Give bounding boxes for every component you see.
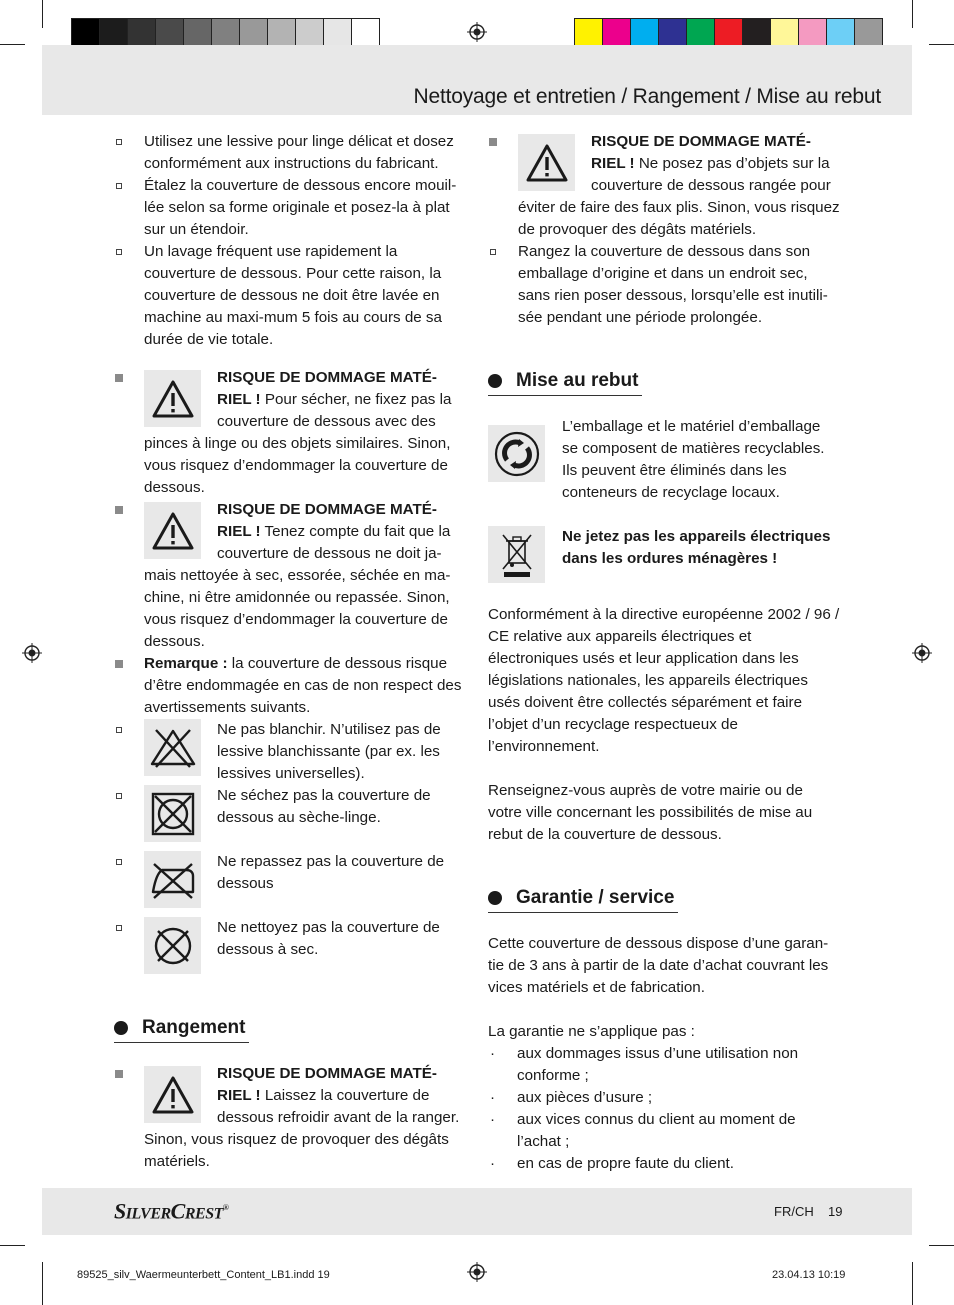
bullet-dot-icon [114,1021,128,1035]
silvercrest-logo: SILVERCREST® [114,1198,229,1224]
color-swatch [771,19,799,47]
warning-triangle-icon [518,134,575,191]
page-title: Nettoyage et entretien / Rangement / Mise au rebut [413,85,881,108]
color-swatch [212,19,240,47]
care-symbol-item: Ne repassez pas la couverture de dessous [114,851,466,917]
registration-mark-icon [912,643,932,663]
square-bullet-icon [115,660,123,668]
no-dry-clean-icon [144,917,201,974]
mairie-paragraph: Renseignez-vous auprès de votre mairie ou de votre ville concernant les possibilités de mise au rebut de la couverture de dessous. [488,782,813,843]
warning-triangle-icon [144,370,201,427]
color-swatch [352,19,379,47]
color-swatch [799,19,827,47]
page-number: 19 [828,1204,843,1219]
square-bullet-icon [115,374,123,382]
registration-mark-icon [467,22,487,42]
no-bleach-icon [144,719,201,776]
bullet-dot-icon [488,891,502,905]
warning-triangle-icon [144,1066,201,1123]
color-swatch [743,19,771,47]
grayscale-color-bar [71,18,380,48]
checkbox-bullet-icon [116,793,122,799]
crop-mark [0,1245,25,1246]
weee-block: Ne jetez pas les appareils électriques dans les ordures ménagères ! [488,526,840,583]
process-color-bar [574,18,883,48]
green-dot-recycle-icon [488,425,545,482]
list-item: Un lavage fréquent use rapidement la couverture de dessous. Pour cette raison, la couverture de dessous ne doit être lavée en machine au maxi-mum 5 fois au cours de sa durée de vie totale. [114,241,466,351]
list-item: Étalez la couverture de dessous encore mouil-lée selon sa forme originale et posez-la à plat sur un étendoir. [114,175,466,241]
language-label: FR/CH [774,1204,814,1219]
color-swatch [240,19,268,47]
square-bullet-icon [115,1070,123,1078]
crop-mark [912,1262,913,1305]
list-item: · en cas de propre faute du client. [490,1155,734,1172]
slug-filename: 89525_silv_Waermeunterbett_Content_LB1.indd 19 [77,1269,330,1281]
color-swatch [631,19,659,47]
warning-item: RISQUE DE DOMMAGE MATÉ-RIEL ! Laissez la couverture de dessous refroidir avant de la ranger. Sinon, vous risquez de provoquer des dégâts matériels. [114,1063,466,1173]
square-bullet-icon [115,506,123,514]
warning-item: RISQUE DE DOMMAGE MATÉ-RIEL ! Tenez compte du fait que la couverture de dessous ne doit ja-mais nettoyée à sec, essorée, séchée en ma-chine, ni être amidonnée ou repassée. Sinon, vous risquez d’endommager la couverture de dessous. [114,499,466,653]
color-swatch [100,19,128,47]
crop-mark [0,44,25,45]
color-swatch [603,19,631,47]
checkbox-bullet-icon [116,139,122,145]
no-iron-icon [144,851,201,908]
checkbox-bullet-icon [116,859,122,865]
slug-date: 23.04.13 10:19 [772,1269,846,1281]
garantie-paragraph: Cette couverture de dessous dispose d’une garan-tie de 3 ans à partir de la date d’achat couvrant les vices matériels et de fabrication. [488,935,829,996]
color-swatch [575,19,603,47]
crop-mark [929,1245,954,1246]
no-tumble-dry-icon [144,785,201,842]
list-item: · aux vices connus du client au moment de l’achat ; [490,1111,796,1150]
crop-mark [912,0,913,28]
color-swatch [72,19,100,47]
directive-paragraph: Conformément à la directive européenne 2002 / 96 / CE relative aux appareils électriques et électroniques usés et leur application dans les législations nationales, les appareils électriques usés doivent être collectés séparément et faire l’objet d’un recyclage respectueux de l’environnement. [488,606,840,755]
color-swatch [827,19,855,47]
care-symbol-item: Ne nettoyez pas la couverture de dessous à sec. [114,917,466,976]
crop-mark [42,0,43,28]
color-swatch [268,19,296,47]
section-heading-rangement: Rangement [114,1016,466,1043]
color-swatch [184,19,212,47]
color-swatch [687,19,715,47]
list-item: · aux dommages issus d’une utilisation non conforme ; [490,1045,799,1084]
list-item: · aux pièces d’usure ; [490,1089,653,1106]
checkbox-bullet-icon [490,249,496,255]
care-symbol-item: Ne séchez pas la couverture de dessous au sèche-linge. [114,785,466,851]
warning-item: RISQUE DE DOMMAGE MATÉ-RIEL ! Pour sécher, ne fixez pas la couverture de dessous avec des pinces à linge ou des objets similaires. Sinon, vous risquez d’endommager la couverture de dessous. [114,367,466,499]
checkbox-bullet-icon [116,249,122,255]
color-swatch [855,19,882,47]
right-column [488,131,840,1175]
registration-mark-icon [467,1262,487,1282]
note-item: Remarque : la couverture de dessous risque d’être endommagée en cas de non respect des avertissements suivants. [114,653,466,719]
left-column [114,131,466,1173]
checkbox-bullet-icon [116,925,122,931]
list-item: Utilisez une lessive pour linge délicat et dosez conformément aux instructions du fabricant. [114,131,466,175]
list-item: Rangez la couverture de dessous dans son emballage d’origine et dans un endroit sec, sans rien poser dessous, lorsqu’elle est inutili-sée pendant une période prolongée. [488,241,840,329]
bullet-dot-icon [488,374,502,388]
color-swatch [156,19,184,47]
color-swatch [128,19,156,47]
warning-triangle-icon [144,502,201,559]
warning-item: RISQUE DE DOMMAGE MATÉ-RIEL ! Ne posez pas d’objets sur la couverture de dessous rangée pour éviter de faire des faux plis. Sinon, vous risquez de provoquer des dégâts matériels. [488,131,840,241]
recycling-block: L’emballage et le matériel d’emballage se composent de matières recyclables. Ils peuvent être éliminés dans les conteneurs de recyclage locaux. [488,416,840,504]
care-symbol-item: Ne pas blanchir. N’utilisez pas de lessive blanchissante (par ex. les lessives universelles). [114,719,466,785]
crop-mark [929,44,954,45]
crop-mark [42,1262,43,1305]
color-swatch [324,19,352,47]
checkbox-bullet-icon [116,183,122,189]
garantie-exclusions-intro: La garantie ne s’applique pas : [488,1023,695,1040]
section-heading-garantie: Garantie / service [488,886,840,913]
checkbox-bullet-icon [116,727,122,733]
color-swatch [659,19,687,47]
registration-mark-icon [22,643,42,663]
square-bullet-icon [489,138,497,146]
color-swatch [715,19,743,47]
crossed-bin-icon [488,526,545,583]
section-heading-mise-au-rebut: Mise au rebut [488,369,840,396]
color-swatch [296,19,324,47]
